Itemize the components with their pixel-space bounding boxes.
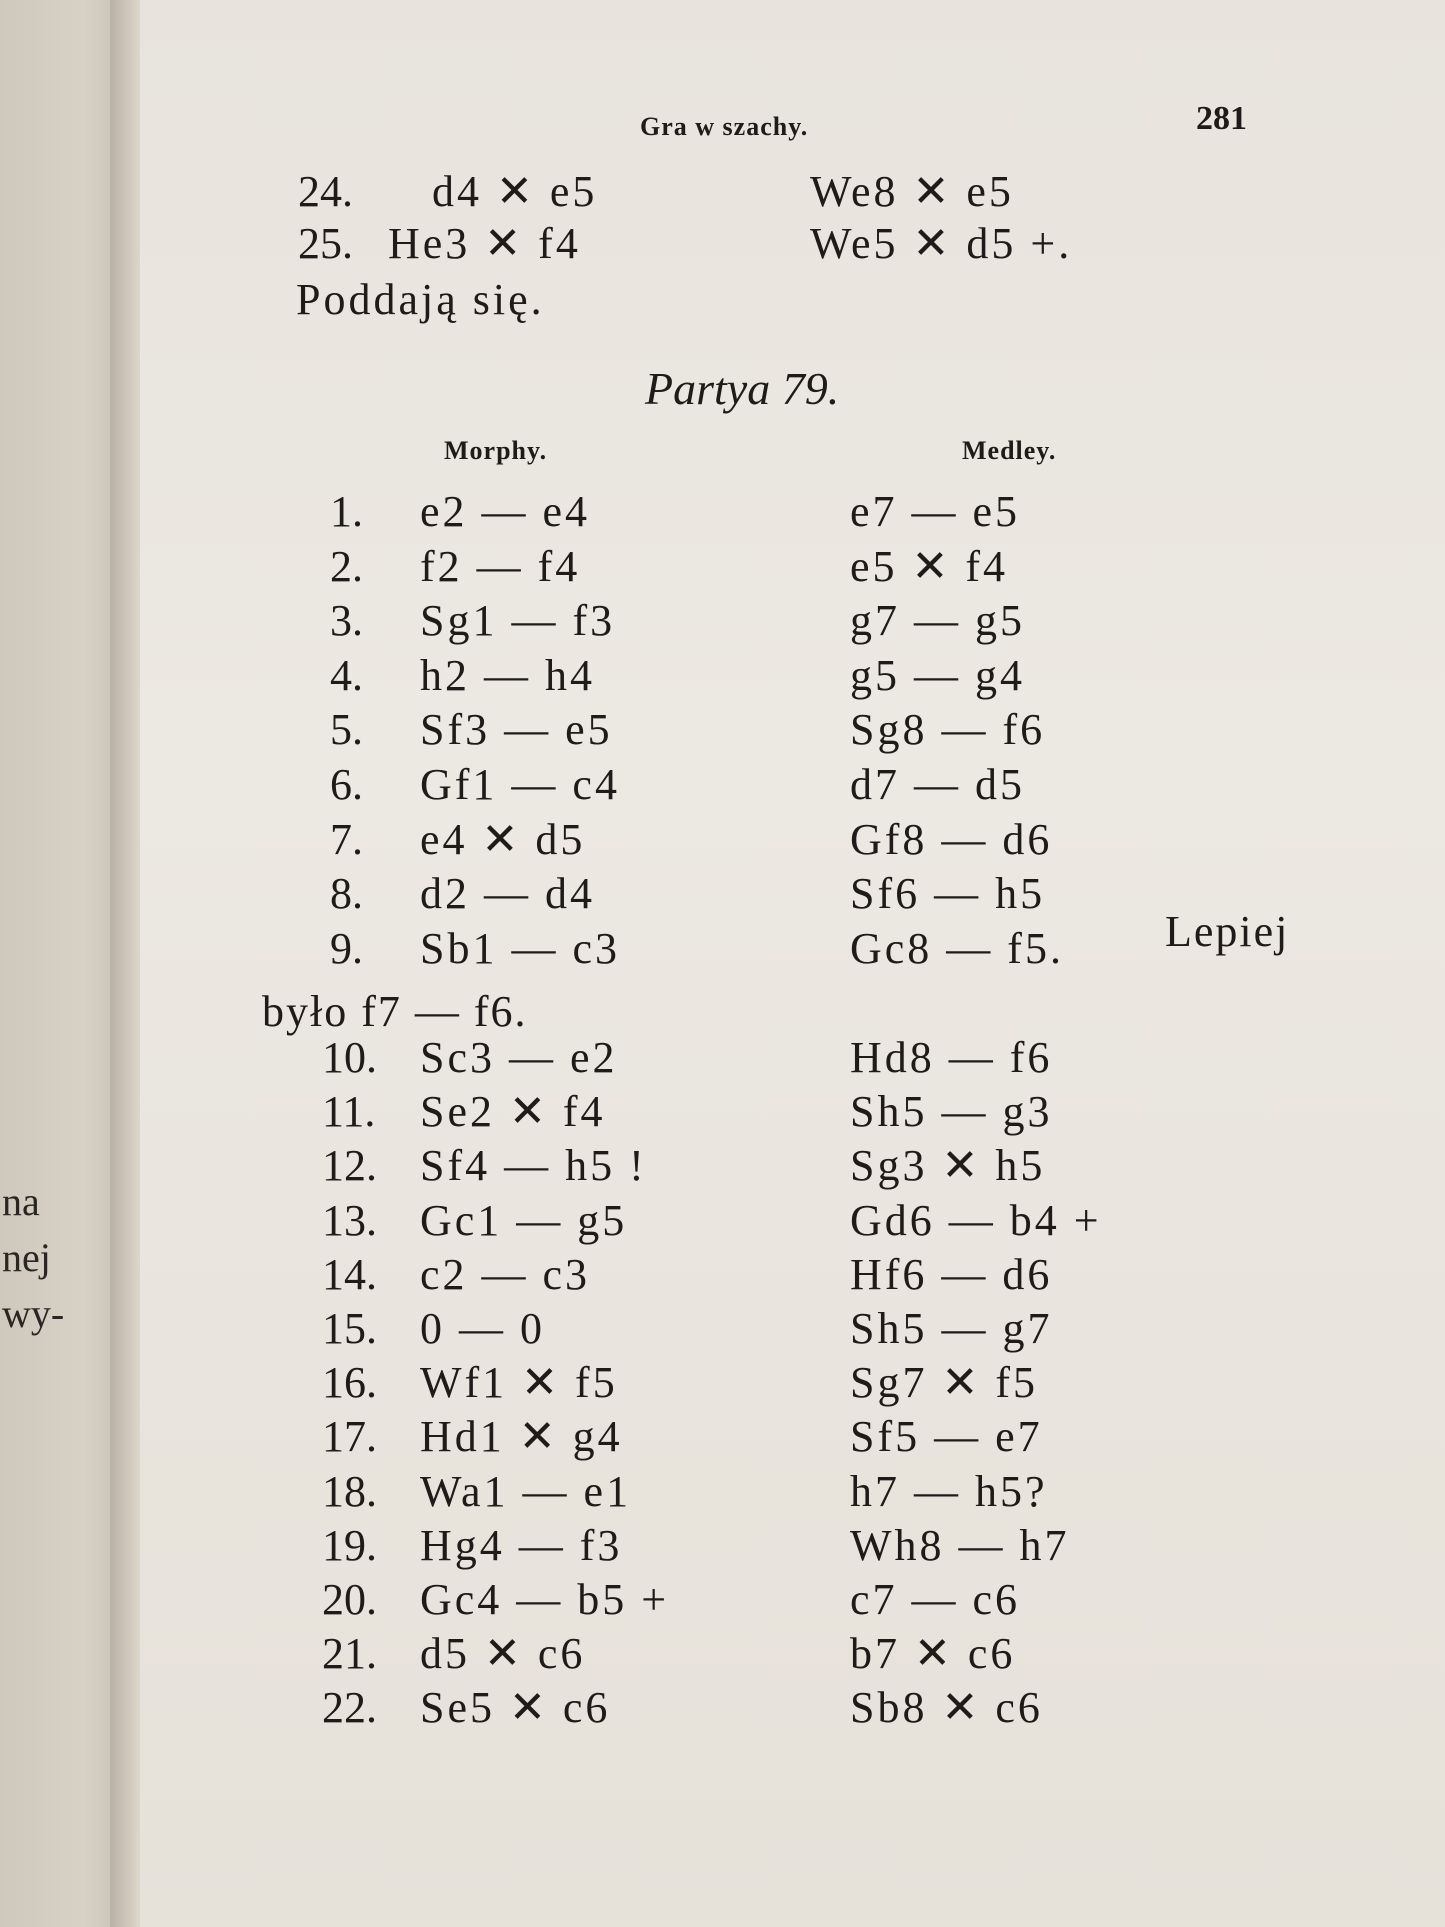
white-move: Sf3 — e5 bbox=[420, 705, 613, 755]
black-move: g7 — g5 bbox=[850, 596, 1025, 646]
white-move: e2 — e4 bbox=[420, 487, 591, 536]
white-move: h2 — h4 bbox=[420, 650, 595, 700]
black-move: Wh8 — h7 bbox=[850, 1520, 1070, 1570]
game-title: Partya 79. bbox=[645, 363, 840, 414]
black-move: Gd6 — b4 + bbox=[850, 1195, 1102, 1245]
black-move: Sb8 ✕ c6 bbox=[850, 1683, 1043, 1733]
black-move: Sg3 ✕ h5 bbox=[850, 1141, 1046, 1191]
black-move: We8 ✕ e5 bbox=[810, 167, 1014, 216]
move-number: 11. bbox=[322, 1087, 376, 1137]
white-move: Sf4 — h5 ! bbox=[420, 1141, 647, 1191]
page-number: 281 bbox=[1196, 100, 1247, 137]
black-move: Hd8 — f6 bbox=[850, 1033, 1053, 1082]
book-gutter bbox=[110, 0, 144, 1927]
running-head: Gra w szachy. bbox=[640, 112, 809, 141]
white-move: f2 — f4 bbox=[420, 541, 581, 591]
black-move: Sg7 ✕ f5 bbox=[850, 1358, 1038, 1408]
move-number: 22. bbox=[322, 1683, 377, 1733]
move-number: 21. bbox=[322, 1629, 377, 1679]
black-move: b7 ✕ c6 bbox=[850, 1629, 1016, 1679]
white-player: Morphy. bbox=[444, 436, 548, 465]
white-move: Hd1 ✕ g4 bbox=[420, 1412, 623, 1462]
black-move: d7 — d5 bbox=[850, 760, 1025, 809]
white-move: e4 ✕ d5 bbox=[420, 814, 586, 864]
white-move: d2 — d4 bbox=[420, 869, 595, 919]
move-number: 5. bbox=[330, 705, 363, 755]
black-move: Sh5 — g7 bbox=[850, 1304, 1053, 1353]
black-move: g5 — g4 bbox=[850, 650, 1025, 700]
move-number: 10. bbox=[322, 1033, 377, 1082]
black-move: Sf6 — h5 bbox=[850, 869, 1046, 919]
white-move: d5 ✕ c6 bbox=[420, 1629, 586, 1679]
black-move: We5 ✕ d5 +. bbox=[810, 219, 1073, 268]
white-move: Wa1 — e1 bbox=[420, 1466, 632, 1516]
move-number: 20. bbox=[322, 1575, 377, 1624]
move-number: 7. bbox=[330, 814, 363, 864]
white-move: d4 ✕ e5 bbox=[432, 167, 598, 216]
white-move: Sg1 — f3 bbox=[420, 596, 616, 646]
move-number: 25. bbox=[298, 219, 353, 268]
black-move: Gf8 — d6 bbox=[850, 814, 1053, 864]
white-move: Gf1 — c4 bbox=[420, 760, 620, 809]
black-move: Sf5 — e7 bbox=[850, 1412, 1043, 1462]
move-number: 18. bbox=[322, 1466, 377, 1516]
white-move: Gc4 — b5 + bbox=[420, 1575, 670, 1624]
move-number: 1. bbox=[330, 487, 363, 536]
black-move: Sh5 — g3 bbox=[850, 1087, 1053, 1137]
black-player: Medley. bbox=[962, 436, 1057, 465]
white-move: 0 — 0 bbox=[420, 1304, 545, 1353]
move-number: 9. bbox=[330, 923, 363, 973]
white-move: He3 ✕ f4 bbox=[388, 219, 581, 268]
move-number: 14. bbox=[322, 1249, 377, 1299]
left-page-fragment: nej bbox=[2, 1235, 51, 1280]
white-move: Wf1 ✕ f5 bbox=[420, 1358, 618, 1408]
black-move: e5 ✕ f4 bbox=[850, 541, 1009, 591]
move-number: 12. bbox=[322, 1141, 377, 1191]
white-move: c2 — c3 bbox=[420, 1249, 591, 1299]
move-number: 4. bbox=[330, 650, 363, 700]
white-move: Hg4 — f3 bbox=[420, 1520, 623, 1570]
white-move: Gc1 — g5 bbox=[420, 1195, 628, 1245]
left-page-fragment: na bbox=[2, 1179, 40, 1224]
move-number: 16. bbox=[322, 1358, 377, 1408]
white-move: Se5 ✕ c6 bbox=[420, 1683, 611, 1733]
game-result: Poddają się. bbox=[296, 275, 545, 324]
white-move: Se2 ✕ f4 bbox=[420, 1087, 606, 1137]
move-number: 17. bbox=[322, 1412, 377, 1462]
black-move: c7 — c6 bbox=[850, 1575, 1021, 1624]
black-move: Sg8 — f6 bbox=[850, 705, 1046, 755]
move-number: 15. bbox=[322, 1304, 377, 1353]
black-move: Hf6 — d6 bbox=[850, 1249, 1053, 1299]
move-number: 8. bbox=[330, 869, 363, 919]
move-number: 13. bbox=[322, 1195, 377, 1245]
annotation-continuation: było f7 — f6. bbox=[262, 987, 528, 1036]
move-number: 19. bbox=[322, 1520, 377, 1570]
white-move: Sc3 — e2 bbox=[420, 1033, 618, 1082]
left-page-fragment: wy- bbox=[2, 1291, 65, 1336]
black-move: h7 — h5? bbox=[850, 1466, 1048, 1516]
move-number: 3. bbox=[330, 596, 363, 646]
annotation-word: Lepiej bbox=[1165, 907, 1290, 956]
move-number: 6. bbox=[330, 760, 363, 809]
black-move: e7 — e5 bbox=[850, 487, 1021, 536]
black-move: Gc8 — f5. bbox=[850, 923, 1064, 973]
move-number: 24. bbox=[298, 167, 353, 216]
white-move: Sb1 — c3 bbox=[420, 923, 620, 973]
move-number: 2. bbox=[330, 541, 363, 591]
